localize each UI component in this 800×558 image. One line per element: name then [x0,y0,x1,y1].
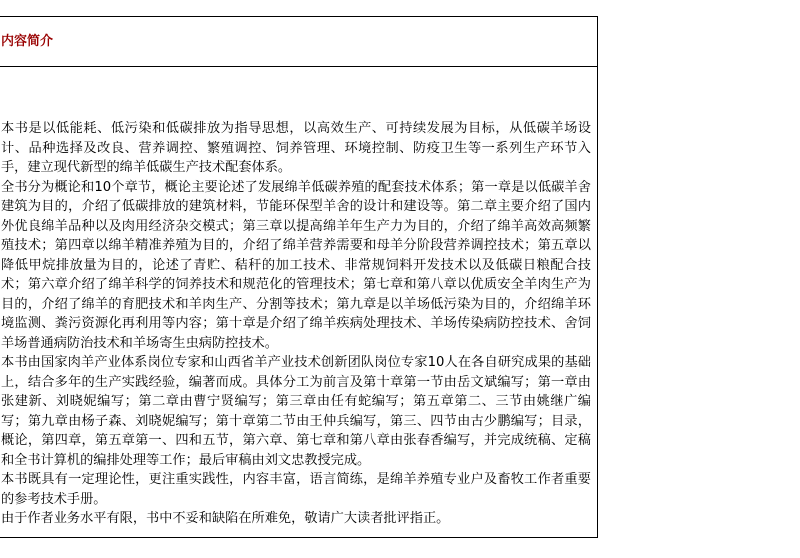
content-panel [0,16,598,538]
paragraph-1: 本书是以低能耗、低污染和低碳排放为指导思想，以高效生产、可持续发展为目标，从低碳羊场设计、品种选择及改良、营养调控、繁殖调控、饲养管理、环境控制、防疫卫生等一系列生产环节入手，建立现代新型的绵羊低碳生产技术配套体系。 [1,121,591,175]
paragraph-5: 由于作者业务水平有限，书中不妥和缺陷在所难免，敬请广大读者批评指正。 [1,511,450,526]
section-title: 内容简介 [1,34,54,49]
paragraph-2: 全书分为概论和10个章节，概论主要论述了发展绵羊低碳养殖的配套技术体系；第一章是以低碳羊舍建筑为目的，介绍了低碳排放的建筑材料，节能环保型羊舍的设计和建设等。第二章主要介绍了国内外优良绵羊品种以及肉用经济杂交模式；第三章以提高绵羊年生产力为目的，介绍了绵羊高效高频繁殖技术；第四章以绵羊精准养殖为目的，介绍了绵羊营养需要和母羊分阶段营养调控技术；第五章以降低甲烷排放量为目的，论述了青贮、秸秆的加工技术、非常规饲料开发技术以及低碳日粮配合技术；第六章介绍了绵羊科学的饲养技术和规范化的管理技术；第七章和第八章以优质安全羊肉生产为目的，介绍了绵羊的育肥技术和羊肉生产、分割等技术；第九章是以羊场低污染为目的，介绍绵羊环境监测、粪污资源化再利用等内容；第十章是介绍了绵羊疾病处理技术、羊场传染病防控技术、舍饲羊场普通病防治技术和羊场寄生虫病防控技术。 [1,179,591,351]
paragraph-3: 本书由国家肉羊产业体系岗位专家和山西省羊产业技术创新团队岗位专家10人在各自研究成果的基础上，结合多年的生产实践经验，编著而成。具体分工为前言及第十章第一节由岳文斌编写；第一章由张建新、刘晓妮编写；第二章由曹宁贤编写；第三章由任有蛇编写；第五章第二、三节由姚继广编写；第九章由杨子森、刘晓妮编写；第十章第二节由王仲兵编写，第三、四节由古少鹏编写；目录，概论，第四章，第五章第一、四和五节，第六章、第七章和第八章由张春香编写，并完成统稿、定稿和全书计算机的编排处理等工作；最后审稿由刘文忠教授完成。 [1,355,591,468]
paragraph-4: 本书既具有一定理论性，更注重实践性，内容丰富，语言简练，是绵羊养殖专业户及畜牧工作者重要的参考技术手册。 [1,472,591,507]
intro-text [1,119,591,529]
section-header [0,17,597,67]
